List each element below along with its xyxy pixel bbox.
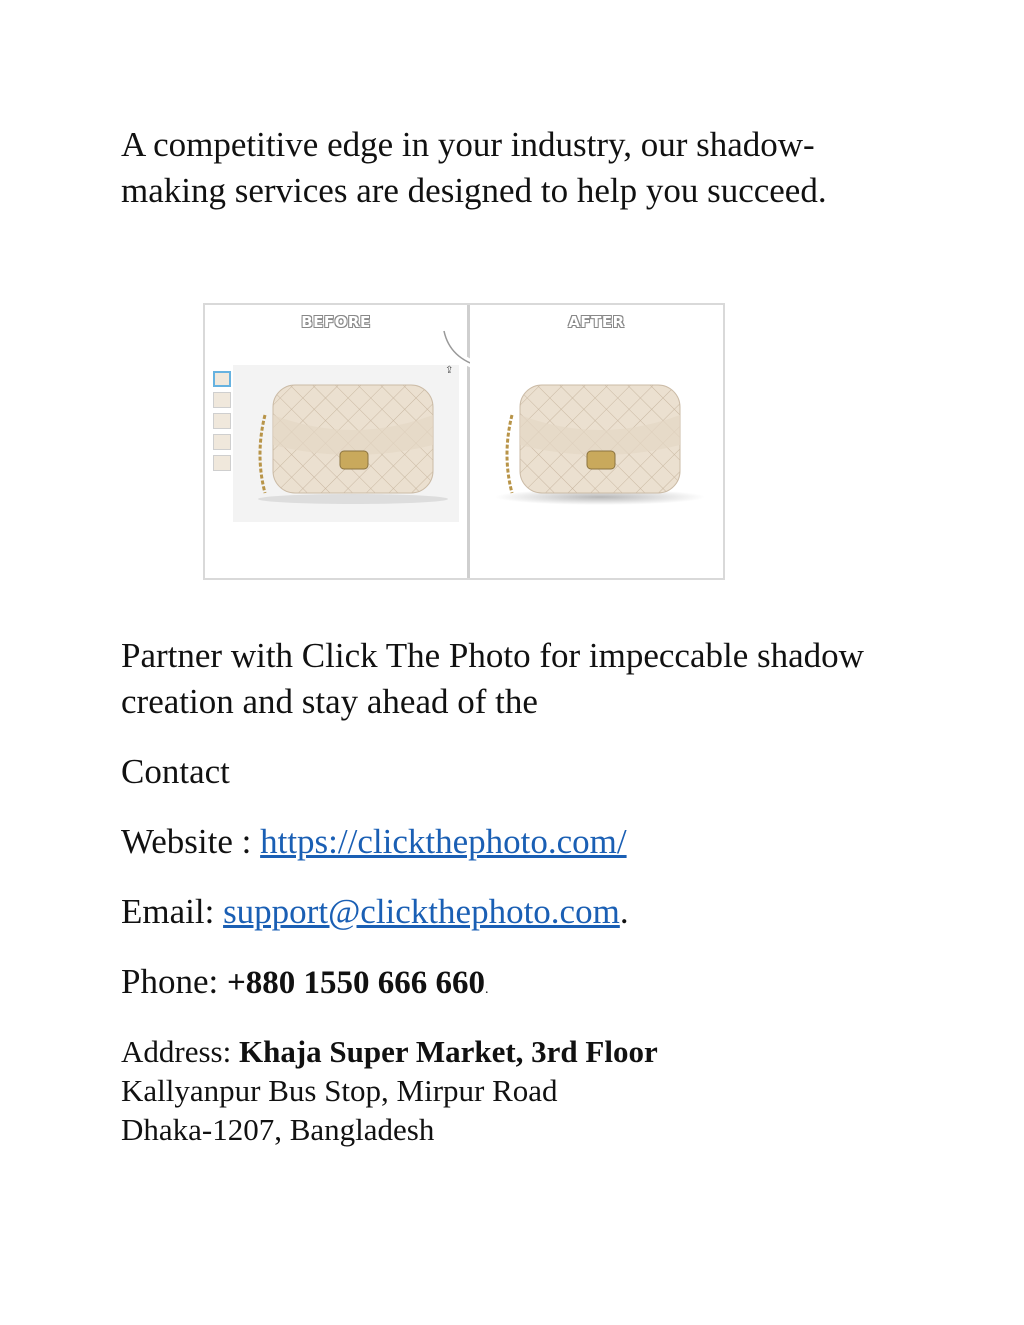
thumbnail-strip	[213, 371, 235, 476]
handbag-image-after	[482, 375, 708, 505]
email-link[interactable]: support@clickthephoto.com	[223, 892, 620, 931]
address-line-3: Dhaka-1207, Bangladesh	[121, 1112, 435, 1147]
address-line-1	[121, 1032, 658, 1071]
before-panel	[205, 305, 470, 578]
intro-paragraph: A competitive edge in your industry, our shadow-making services are designed to help you succeed.	[121, 125, 827, 210]
address-label: Address:	[121, 1034, 232, 1069]
phone-suffix: .	[485, 982, 489, 997]
email-label: Email:	[121, 892, 215, 931]
email-line	[121, 892, 629, 932]
website-line	[121, 822, 627, 862]
thumbnail	[213, 371, 231, 387]
website-label: Website :	[121, 822, 252, 861]
website-link[interactable]: https://clickthephoto.com/	[260, 822, 627, 861]
thumbnail	[213, 413, 231, 429]
address-block	[121, 1032, 658, 1149]
share-icon: ⇪	[445, 365, 454, 376]
contact-heading: Contact	[121, 752, 230, 791]
after-label: AFTER	[568, 313, 625, 331]
phone-line	[121, 962, 489, 1002]
address-line1-value: Khaja Super Market, 3rd Floor	[238, 1034, 658, 1069]
email-suffix: .	[619, 892, 629, 931]
address-line-2: Kallyanpur Bus Stop, Mirpur Road	[121, 1073, 558, 1108]
thumbnail	[213, 392, 231, 408]
thumbnail	[213, 434, 231, 450]
partner-paragraph: Partner with Click The Photo for impeccable shadow creation and stay ahead of the	[121, 636, 864, 721]
before-label: BEFORE	[301, 313, 371, 331]
phone-label: Phone:	[121, 962, 219, 1001]
after-panel	[470, 305, 723, 578]
phone-value: +880 1550 666 660	[226, 965, 486, 1001]
before-after-figure	[203, 303, 725, 580]
thumbnail	[213, 455, 231, 471]
handbag-image-before	[235, 375, 461, 505]
